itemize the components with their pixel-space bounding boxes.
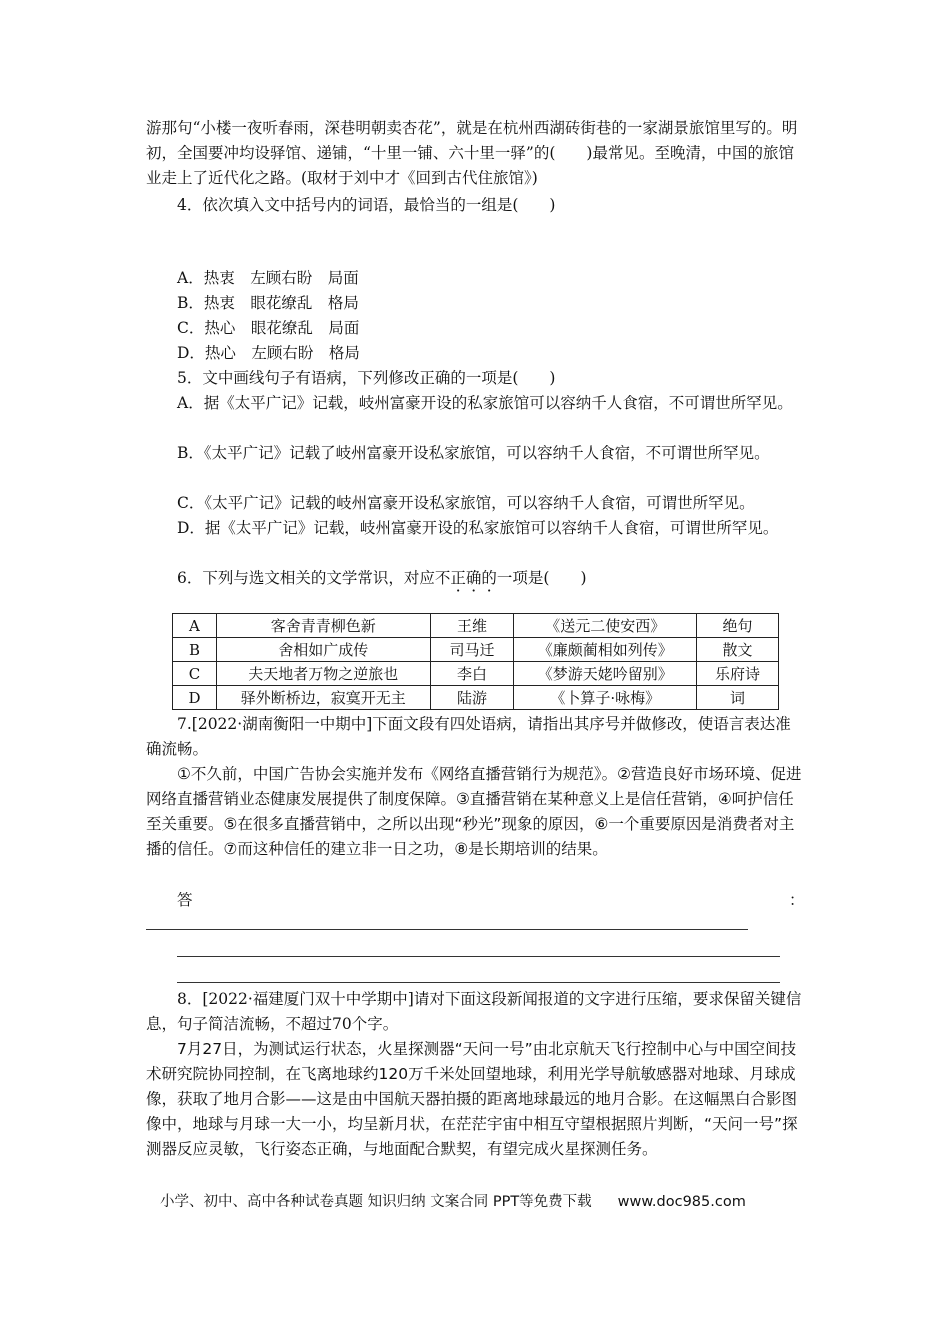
question-4-option-a: A．热衷 左顾右盼 局面: [177, 269, 359, 287]
question-8-text: 7月27日，为测试运行状态，火星探测器“天问一号”由北京航天飞行控制中心与中国空间技术研究院协同控制，在飞离地球约120万千米处回望地球，利用光学导航敏感器对地球、月球成像，获取了地月合影——这是由中国航天器拍摄的距离地球最远的地月合影。在这幅黑白合影图像中，地球与月球一大一小，均呈新月状，在茫茫宇宙中相互守望根据照片判断，“天问一号”探测器反应灵敏，飞行姿态正确，与地面配合默契，有望完成火星探测任务。: [146, 1040, 798, 1158]
table-cell: D: [173, 686, 217, 710]
question-5-option-a: A．据《太平广记》记载，岐州富豪开设的私家旅馆可以容纳千人食宿，不可谓世所罕见。: [177, 394, 793, 412]
question-4-option-d: D．热心 左顾右盼 格局: [177, 344, 360, 362]
table-cell: 词: [697, 686, 779, 710]
emphasis-dot-char: 不: [434, 569, 451, 587]
table-cell: 客舍青青柳色新: [216, 614, 430, 638]
table-row: [173, 614, 779, 638]
answer-colon: ：: [789, 891, 805, 909]
table-cell: 《梦游天姥吟留别》: [514, 662, 697, 686]
question-6-stem-start: 6．下列与选文相关的文学常识，对应: [177, 569, 435, 587]
table-cell: 《廉颇蔺相如列传》: [514, 638, 697, 662]
question-5-option-c: C．《太平广记》记载的岐州富豪开设私家旅馆，可以容纳千人食宿，可谓世所罕见。: [177, 494, 755, 512]
table-cell: 李白: [430, 662, 514, 686]
question-5-stem: 5．文中画线句子有语病，下列修改正确的一项是( ): [177, 369, 556, 387]
table-cell: 夫天地者万物之逆旅也: [216, 662, 430, 686]
table-row: [173, 662, 779, 686]
table-cell: B: [173, 638, 217, 662]
table-cell: 《卜算子·咏梅》: [514, 686, 697, 710]
table-cell: C: [173, 662, 217, 686]
table-cell: 舍相如广成传: [216, 638, 430, 662]
question-4-option-c: C．热心 眼花缭乱 局面: [177, 319, 360, 337]
question-6-stem: [146, 566, 587, 591]
emphasis-dot-char: 正: [450, 569, 466, 587]
question-7-stem: 7.[2022·湖南衡阳一中期中]下面文段有四处语病，请指出其序号并做修改，使语言表达准确流畅。: [146, 715, 791, 758]
literature-table: [172, 613, 779, 710]
passage-ending: 游那句“小楼一夜听春雨，深巷明朝卖杏花”，就是在杭州西湖砖街巷的一家湖景旅馆里写的。明初，全国要冲均设驿馆、递铺，“十里一铺、六十里一驿”的( )最常见。至晚清，中国的旅馆业走上了近代化之路。(取材于刘中才《回到古代住旅馆》): [146, 119, 798, 187]
answer-line: [177, 956, 780, 957]
question-6-stem-end: 的一项是( ): [481, 569, 587, 587]
table-row: [173, 686, 779, 710]
page-footer: [160, 1190, 746, 1211]
footer-url[interactable]: www.doc985.com: [617, 1194, 746, 1210]
question-8-stem: 8．[2022·福建厦门双十中学期中]请对下面这段新闻报道的文字进行压缩，要求保留关键信息，句子简洁流畅，不超过70个字。: [146, 990, 802, 1033]
question-4-option-b: B．热衷 眼花缭乱 格局: [177, 294, 359, 312]
footer-text: 小学、初中、高中各种试卷真题 知识归纳 文案合同 PPT等免费下载: [160, 1194, 592, 1210]
table-cell: 绝句: [697, 614, 779, 638]
answer-line: [146, 929, 748, 930]
answer-label: 答: [177, 891, 193, 909]
question-5-option-b: B．《太平广记》记载了岐州富豪开设私家旅馆，可以容纳千人食宿，不可谓世所罕见。: [177, 444, 770, 462]
question-5-option-d: D．据《太平广记》记载，岐州富豪开设的私家旅馆可以容纳千人食宿，可谓世所罕见。: [177, 519, 779, 537]
table-cell: 王维: [430, 614, 514, 638]
table-row: [173, 638, 779, 662]
table-cell: 司马迁: [430, 638, 514, 662]
table-cell: 驿外断桥边，寂寞开无主: [216, 686, 430, 710]
emphasis-dot-char: 确: [465, 569, 482, 587]
table-cell: 陆游: [430, 686, 514, 710]
table-cell: 《送元二使安西》: [514, 614, 697, 638]
question-4-stem: 4．依次填入文中括号内的词语，最恰当的一组是( ): [177, 196, 556, 214]
answer-line: [177, 982, 780, 983]
table-cell: 乐府诗: [697, 662, 779, 686]
table-cell: A: [173, 614, 217, 638]
question-7-text: ①不久前，中国广告协会实施并发布《网络直播营销行为规范》。②营造良好市场环境、促进网络直播营销业态健康发展提供了制度保障。③直播营销在某种意义上是信任营销，④呵护信任至关重要。⑤在很多直播营销中，之所以出现“秒光”现象的原因，⑥一个重要原因是消费者对主播的信任。⑦而这种信任的建立非一日之功，⑧是长期培训的结果。: [146, 765, 802, 858]
table-cell: 散文: [697, 638, 779, 662]
